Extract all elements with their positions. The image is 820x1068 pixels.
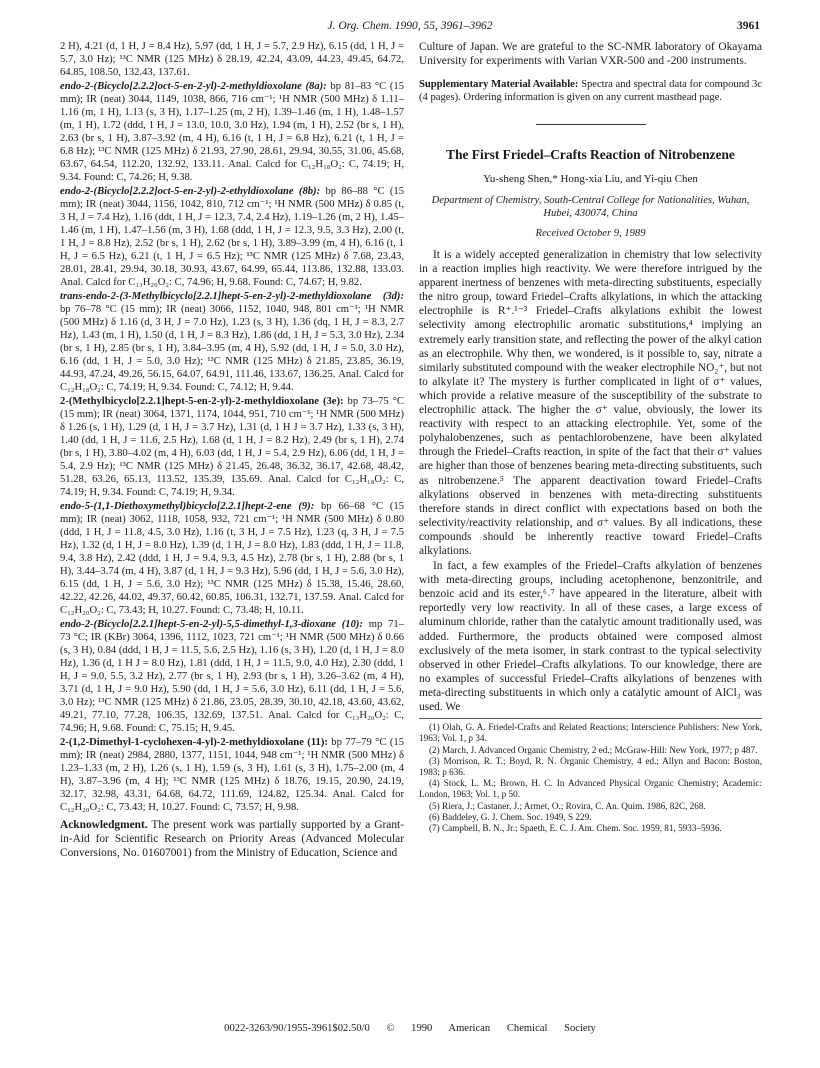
compound-3d-entry [60,290,404,394]
experimental-continued: 2 H), 4.21 (d, 1 H, J = 8.4 Hz), 5.97 (dd, 1 H, J = 5.7, 2.9 Hz), 6.15 (dd, 1 H, J = 5.7, 3.0 Hz); ¹³C NMR (125 MHz) δ 28.19, 42.24, 43.09, 44.23, 49.45, 64.72, 64.85, 108.50, 132.43, 137.61. [60,41,404,78]
journal-citation: J. Org. Chem. 1990, 55, 3961–3962 [327,20,493,32]
page-footer [0,1023,820,1034]
compound-8a-entry [60,80,404,184]
compound-9-entry [60,500,404,617]
affiliation: Department of Chemistry, South-Central College for Nationalities, Wuhan, Hubei, 430074, China [431,195,750,219]
page-number: 3961 [737,20,760,32]
compound-8b-entry [60,185,404,289]
reference-item: (3) Morrison, R. T.; Boyd, R. N. Organic Chemistry, 4 ed.; Allyn and Bacon: Boston, 1983; p 636. [419,755,762,777]
compound-10-name: endo-2-(Bicyclo[2.2.1]hept-5-en-2-yl)-5,5-dimethyl-1,3-dioxane (10): [60,619,363,630]
compound-11-data: bp 77–79 °C (15 mm); IR (neat) 2984, 2880, 1377, 1151, 1044, 948 cm⁻¹; ¹H NMR (500 MHz) δ 1.23–1.33 (m, 2 H), 1.26 (s, 1 H), 1.59 (s, 3 H), 1.61 (s, 3 H), 1.75–2.00 (m, 4 H), 3.87–3.96 (m, 4 H); ¹³C NMR (125 MHz) δ 18.76, 19.15, 20.90, 24.19, 32.17, 32.98, 43.31, 64.68, 64.72, 111.69, 124.82, 125.34. Anal. Calcd for C₁₂H₂₀O₂: C, 73.43; H, 10.27. Found: C, 73.57; H, 9.98. [60,737,404,813]
compound-3e-name: 2-(Methylbicyclo[2.2.1]hept-5-en-2-yl)-2-methyldioxolane (3e): [60,396,344,407]
acknowledgment-label: Acknowledgment. [60,819,148,831]
compound-3e-entry [60,395,404,499]
reference-item: (4) Stock, L. M.; Brown, H. C. In Advanced Physical Organic Chemistry; Academic: London, 1963; Vol. 1, p 50. [419,778,762,800]
supplementary-material [419,78,762,104]
supplementary-text: Spectra and spectral data for compound 3c (4 pages). Ordering information is given on any current masthead page. [419,79,762,103]
running-header [60,20,760,36]
left-column [60,40,404,861]
reference-item: (5) Riera, J.; Castaner, J.; Armet, O.; Rovira, C. An. Quim. 1986, 82C, 268. [429,800,706,811]
article-title: The First Friedel–Crafts Reaction of Nitrobenzene [446,147,735,162]
copyright-notice: © 1990 American Chemical Society [386,1023,596,1034]
compound-11-name: 2-(1,2-Dimethyl-1-cyclohexen-4-yl)-2-methyldioxolane (11): [60,737,328,748]
body-paragraph-1: It is a widely accepted generalization in chemistry that low selectivity in a reaction implies high reactivity. We were therefore intrigued by the apparent inertness of benzenes with meta-directing substituents, especially the nitro group, toward Friedel–Crafts alkylations, in which the attacking electrophile is R⁺.¹⁻³ Friedel–Crafts alkylations exhibit the lowest selectivity among electrophilic aromatic substitutions,⁴ implying an extremely early transition state, and reflecting the power of the alkyl cation as an electrophile. Why then, we wondered, is it possible to, say, nitrate a similarly substituted compound with the weaker electrophile NO₂⁺, but not to alkylate it? The mystery is further complicated in light of σ⁺ values, which provide a relative measure of the susceptibility of the substrate to electrophilic attack. The higher the σ⁺ value, obviously, the lower its reactivity with respect to an attacking electrophile. Yet, some of the polyhalobenzenes, such as pentachlorobenzene, have been alkylated through the Friedel–Crafts reaction, in spite of the fact that their σ⁺ values are higher than those of benzenes bearing meta-directing substituents, such as nitrobenzene.⁵ The apparent deactivation toward Friedel–Crafts alkylations observed in benzenes with meta-directing substituents therefore stands in direct conflict with expectations based on both the selectivity/reactivity relationship, and σ⁺ values. By all indications, these compounds should be inherently reactive toward Friedel–Crafts alkylations. [419,249,762,557]
reference-item: (1) Olah, G. A. Friedel-Crafts and Related Reactions; Interscience Publishers: New York, 1963; Vol. 1, p 34. [419,722,762,744]
compound-8a-name: endo-2-(Bicyclo[2.2.2]oct-5-en-2-yl)-2-methyldioxolane (8a): [60,81,327,92]
compound-3d-name: trans-endo-2-(3-Methylbicyclo[2.2.1]hept-5-en-2-yl)-2-methyldioxolane (3d): [60,291,404,302]
compound-8a-data: bp 81–83 °C (15 mm); IR (neat) 3044, 1149, 1038, 866, 716 cm⁻¹; ¹H NMR (500 MHz) δ 1.11–1.16 (m, 1 H), 1.13 (s, 3 H), 1.17–1.25 (m, 2 H), 1.39–1.46 (m, 1 H), 1.48–1.57 (m, 1 H), 1.72 (ddd, 1 H, J = 13.0, 10.0, 3.0 Hz), 1.94 (m, 1 H), 2.52 (br s, 1 H), 2.63 (br s, 1 H), 3.87–3.92 (m, 4 H), 6.16 (t, 1 H, J = 6.8 Hz), 6.21 (t, 1 H, J = 6.8 Hz); ¹³C NMR (125 MHz) δ 21.93, 27.90, 28.61, 29.94, 30.55, 31.06, 45.68, 63.67, 64.54, 112.20, 132.92, 133.11. Anal. Calcd for C₁₂H₁₈O₂: C, 74.19; H, 9.34. Found: C, 74.26; H, 9.38. [60,81,404,183]
compound-3e-data: bp 73–75 °C (15 mm); IR (neat) 3064, 1371, 1174, 1044, 951, 710 cm⁻¹; ¹H NMR (500 MHz) δ 1.26 (s, 1 H), 1.29 (d, 1 H, J = 3.7 Hz), 1.31 (d, 1 H J = 3.7 Hz), 1.33 (s, 3 H), 1.40 (dd, 1 H, J = 11.6, 2.5 Hz), 1.68 (d, 1 H, J = 8.2 Hz), 2.49 (br s, 1 H), 2.74 (br s, 1 H), 3.80–4.02 (m, 4 H), 6.03 (dd, 1 H, J = 5.4, 2.9 Hz), 6.06 (dd, 1 H, J = 5.4, 2.9 Hz); ¹³C NMR (125 MHz) δ 21.45, 26.48, 36.32, 36.17, 42.68, 48.42, 51.28, 63.26, 65.13, 113.52, 135.39, 135.69. Anal. Calcd for C₁₂H₁₈O₂: C, 74.19; H, 9.34. Found: C, 74.19; H, 9.34. [60,396,404,498]
compound-9-data: bp 66–68 °C (15 mm); IR (neat) 3062, 1118, 1058, 932, 721 cm⁻¹; ¹H NMR (500 MHz) δ 0.80 (ddd, 1 H, J = 11.8, 4.5, 3.0 Hz), 1.16 (t, 3 H, J = 7.5 Hz), 1.23 (q, 3 H, J = 7.5 Hz), 1.32 (d, 1 H, J = 8.0 Hz), 1.39 (d, 1 H, J = 8.0 Hz), 1.83 (ddd, 1 H, J = 11.8, 9.4, 3.8 Hz), 2.42 (ddd, 1 H, J = 9.4, 9.3, 4.5 Hz), 2.78 (br s, 1 H), 2.88 (br s, 1 H), 3.44–3.74 (m, 4 H), 3.87 (d, 1 H, J = 9.3 Hz), 5.96 (dd, 1 H, J = 5.6, 3.0 Hz), 6.15 (dd, 1 H, J = 5.6, 3.0 Hz); ¹³C NMR (125 MHz) δ 15.38, 15.46, 28.60, 42.22, 42.26, 44.02, 49.37, 60.42, 60.85, 106.31, 132.71, 137.59. Anal. Calcd for C₁₂H₂₀O₂: C, 73.43; H, 10.27. Found: C, 73.48; H, 10.11. [60,501,404,616]
section-divider [536,124,646,125]
right-column [419,40,762,834]
references [419,718,762,834]
received-date: Received October 9, 1989 [535,228,646,239]
body-paragraph-2: In fact, a few examples of the Friedel–Crafts alkylation of benzenes with meta-directing groups, including acetophenone, benzonitrile, and benzoic acid and its ester,⁶˒⁷ have appeared in the literature, albeit with reportedly very low reactivity. In all of these cases, a large excess of aluminum chloride, rather than the catalytic amount traditionally used, was added. Furthermore, the products obtained were composed almost exclusively of the meta isomer, in stark contrast to the typical selectivity observed in other Friedel–Crafts alkylations. To our knowledge, there are no examples of successful Friedel–Crafts alkylations of benzenes with meta-directing substituents in which only a catalytic amount of AlCl₃ was used. We [419,560,762,713]
acknowledgment [60,818,404,860]
author-list: Yu-sheng Shen,* Hong-xia Liu, and Yi-qiu Chen [483,173,698,185]
price-code: 0022-3263/90/1955-3961$02.50/0 [224,1023,370,1034]
compound-9-name: endo-5-(1,1-Diethoxymethyl)bicyclo[2.2.1]hept-2-ene (9): [60,501,315,512]
reference-item: (6) Baddeley, G. J. Chem. Soc. 1949, S 229. [429,811,592,822]
compound-11-entry [60,736,404,814]
reference-item: (2) March, J. Advanced Organic Chemistry, 2 ed.; McGraw-Hill: New York, 1977; p 487. [429,744,758,755]
compound-10-entry [60,618,404,735]
compound-8b-name: endo-2-(Bicyclo[2.2.2]oct-5-en-2-yl)-2-ethyldioxolane (8b): [60,186,321,197]
compound-3d-data: bp 76–78 °C (15 mm); IR (neat) 3066, 1152, 1040, 948, 801 cm⁻¹; ¹H NMR (500 MHz) δ 1.16 (d, 3 H, J = 7.0 Hz), 1.23 (s, 3 H), 1.36 (dq, 1 H, J = 8.3, 2.7 Hz), 1.43 (m, 1 H), 1.50 (d, 1 H, J = 8.3 Hz), 1.86 (dd, 1 H, J = 5.3, 3.0 Hz), 2.34 (br s, 1 H), 2.85 (br s, 1 H), 3.84–3.95 (m, 4 H), 5.92 (dd, 1 H, J = 5.0, 3.0 Hz), 6.16 (dd, 1 H, J = 5.0, 3.0 Hz); ¹³C NMR (125 MHz) δ 21.85, 23.85, 36.19, 44.93, 47.24, 49.26, 56.15, 64.07, 64.91, 111.46, 133.67, 136.25. Anal. Calcd for C₁₂H₁₈O₂: C, 74.19; H, 9.34. Found: C, 74.12; H, 9.44. [60,304,404,393]
supplementary-label: Supplementary Material Available: [419,79,579,90]
acknowledgment-continued: Culture of Japan. We are grateful to the SC-NMR laboratory of Okayama University for experiments with Varian VXR-500 and -200 instruments. [419,41,762,67]
reference-item: (7) Campbell, B. N., Jr.; Spaeth, E. C. J. Am. Chem. Soc. 1959, 81, 5933–5936. [429,822,722,833]
compound-10-data: mp 71–73 °C; IR (KBr) 3064, 1396, 1112, 1023, 721 cm⁻¹; ¹H NMR (500 MHz) δ 0.66 (s, 3 H), 0.84 (ddd, 1 H, J = 11.5, 5.6, 2.5 Hz), 1.16 (s, 3 H), 1.20 (d, 1 H, J = 8.0 Hz), 1.36 (d, 1 H J = 8.0 Hz), 1.81 (ddd, 1 H, J = 11.5, 9.0, 4.0 Hz), 2.30 (ddd, 1 H, J = 9.0, 5.5, 3.2 Hz), 2.77 (br s, 1 H), 2.93 (br s, 1 H), 3.26–3.62 (m, 4 H), 3.71 (d, 1 H, J = 9.0 Hz), 5.90 (dd, 1 H, J = 5.6, 3.0 Hz), 6.11 (dd, 1 H, J = 5.6, 3.0 Hz); ¹³C NMR (125 MHz) δ 21.86, 23.05, 28.39, 30.10, 42.18, 43.60, 43.62, 49.21, 77.10, 77.28, 106.35, 132.69, 137.51. Anal. Calcd for C₁₃H₂₀O₂: C, 74.96; H, 9.68. Found: C, 75.15; H, 9.45. [60,619,405,734]
compound-8b-data: bp 86–88 °C (15 mm); IR (neat) 3044, 1156, 1042, 810, 712 cm⁻¹; ¹H NMR (500 MHz) δ 0.85 (t, 3 H, J = 7.4 Hz), 1.16 (ddt, 1 H, J = 12.3, 7.4, 2.4 Hz), 1.19–1.26 (m, 2 H), 1.45–1.46 (m, 1 H), 1.47–1.56 (m, 3 H), 1.68 (ddd, 1 H, J = 12.3, 9.5, 3.3 Hz), 2.00 (t, 1 H, J = 8.8 Hz), 2.52 (br s, 1 H), 2.62 (br s, 1 H), 3.89–3.99 (m, 4 H), 6.16 (t, 1 H, J = 6.5 Hz), 6.21 (t, 1 H, J = 6.5 Hz); ¹³C NMR (125 MHz) δ 7.68, 23.43, 28.01, 28.41, 29.94, 30.18, 30.93, 43.67, 64.99, 65.44, 113.86, 132.88, 133.03. Anal. Calcd for C₁₃H₂₀O₂: C, 74.96; H, 9.68. Found: C, 74.67; H, 9.82. [60,186,404,288]
acknowledgment-text: The present work was partially supported by a Grant-in-Aid for Scientific Research on Priority Areas (Advanced Molecular Conversions, No. 01607001) from the Ministry of Education, Science and [60,819,404,859]
